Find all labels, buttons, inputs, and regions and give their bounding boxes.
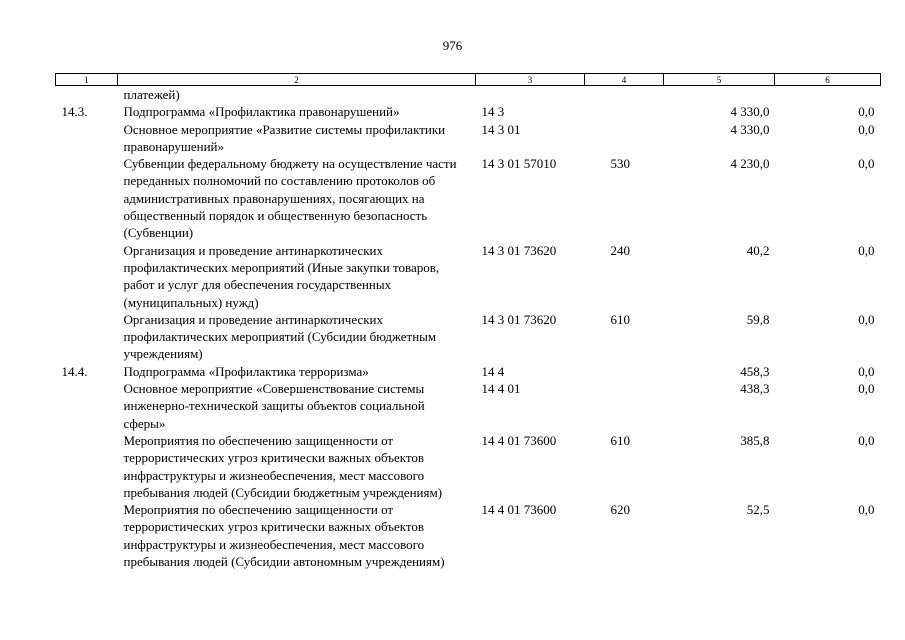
row-amount: 458,3 (740, 363, 770, 379)
row-number: 14.3. (61, 104, 88, 120)
row-amount-plan: 0,0 (858, 121, 875, 137)
row-amount-plan: 0,0 (858, 381, 875, 397)
row-amount: 59,8 (746, 311, 770, 327)
header-col-2: 2 (118, 74, 476, 86)
row-expense-type: 610 (610, 311, 630, 327)
row-number: 14.4. (61, 363, 88, 379)
row-number (56, 121, 118, 156)
header-col-1: 1 (56, 74, 118, 86)
row-code: 14 3 01 73620 (481, 311, 557, 327)
header-col-5: 5 (664, 74, 775, 86)
table-row (56, 86, 881, 104)
header-col-4: 4 (585, 74, 664, 86)
page-number: 976 (442, 38, 463, 53)
row-amount: 52,5 (746, 502, 770, 518)
table-header (56, 74, 881, 86)
row-number (56, 501, 118, 570)
row-expense-type: 620 (610, 502, 630, 518)
table-row (56, 155, 881, 241)
row-amount (664, 86, 775, 104)
row-amount-plan: 0,0 (858, 104, 875, 120)
row-expense-type (585, 86, 664, 104)
row-number (56, 242, 118, 311)
table-body (56, 86, 881, 571)
row-name: Организация и проведение антинаркотических профилактических мероприятий (Субсидии бюджетным учреждениям) (123, 311, 437, 362)
row-expense-type (585, 380, 664, 432)
row-code: 14 3 01 57010 (481, 156, 557, 172)
table-row (56, 432, 881, 501)
row-code: 14 4 01 73600 (481, 502, 557, 518)
row-amount: 4 230,0 (730, 156, 770, 172)
table-row (56, 121, 881, 156)
row-expense-type (585, 103, 664, 120)
row-amount-plan: 0,0 (858, 242, 875, 258)
table-row (56, 103, 881, 120)
row-amount: 4 330,0 (730, 121, 770, 137)
table-row (56, 501, 881, 570)
table-row (56, 311, 881, 363)
row-expense-type: 530 (610, 156, 630, 172)
row-name: Мероприятия по обеспечению защищенности от террористических угроз критически важных объектов инфраструктуры и жизнеобеспечения, мест массового пребывания людей (Субсидии бюджетным учреждениям) (123, 432, 443, 500)
row-code (476, 86, 585, 104)
row-expense-type (585, 121, 664, 156)
row-amount: 438,3 (740, 381, 770, 397)
table-row (56, 363, 881, 380)
row-amount-plan: 0,0 (858, 311, 875, 327)
row-amount: 385,8 (740, 432, 770, 448)
row-name: Субвенции федеральному бюджету на осуществление части переданных полномочий по составлению протоколов об административных правонарушениях, посягающих на общественный порядок и общественную безопасность (Субвенции) (123, 156, 457, 241)
row-amount: 4 330,0 (730, 104, 770, 120)
row-expense-type: 240 (610, 242, 630, 258)
row-code: 14 3 01 (481, 121, 521, 137)
row-code: 14 4 01 (481, 381, 521, 397)
row-name: Мероприятия по обеспечению защищенности от террористических угроз критически важных объектов инфраструктуры и жизнеобеспечения, мест массового пребывания людей (Субсидии автономным учреждениям) (123, 502, 445, 570)
row-name: Основное мероприятие «Развитие системы профилактики правонарушений» (123, 121, 446, 154)
row-expense-type: 610 (610, 432, 630, 448)
header-col-6: 6 (775, 74, 881, 86)
header-row (56, 74, 881, 86)
header-col-3: 3 (476, 74, 585, 86)
row-number (56, 86, 118, 104)
row-name: Подпрограмма «Профилактика правонарушений» (123, 104, 400, 120)
budget-table (55, 73, 881, 570)
row-number (56, 432, 118, 501)
row-name: платежей) (123, 87, 180, 102)
row-code: 14 4 01 73600 (481, 432, 557, 448)
row-code: 14 3 (481, 104, 505, 120)
row-name: Организация и проведение антинаркотических профилактических мероприятий (Иные закупки товаров, работ и услуг для обеспечения государственных (муниципальных) нужд) (123, 242, 440, 310)
table-row (56, 242, 881, 311)
row-amount-plan: 0,0 (858, 432, 875, 448)
table-row (56, 380, 881, 432)
row-number (56, 380, 118, 432)
row-amount-plan (775, 86, 881, 104)
row-amount-plan: 0,0 (858, 156, 875, 172)
row-number (56, 155, 118, 241)
row-number (56, 311, 118, 363)
row-amount: 40,2 (746, 242, 770, 258)
row-amount-plan: 0,0 (858, 363, 875, 379)
row-name: Подпрограмма «Профилактика терроризма» (123, 363, 369, 379)
row-amount-plan: 0,0 (858, 502, 875, 518)
row-name: Основное мероприятие «Совершенствование системы инженерно-технической защиты объектов социальной сферы» (123, 381, 425, 431)
row-code: 14 3 01 73620 (481, 242, 557, 258)
row-code: 14 4 (481, 363, 505, 379)
row-expense-type (585, 363, 664, 380)
